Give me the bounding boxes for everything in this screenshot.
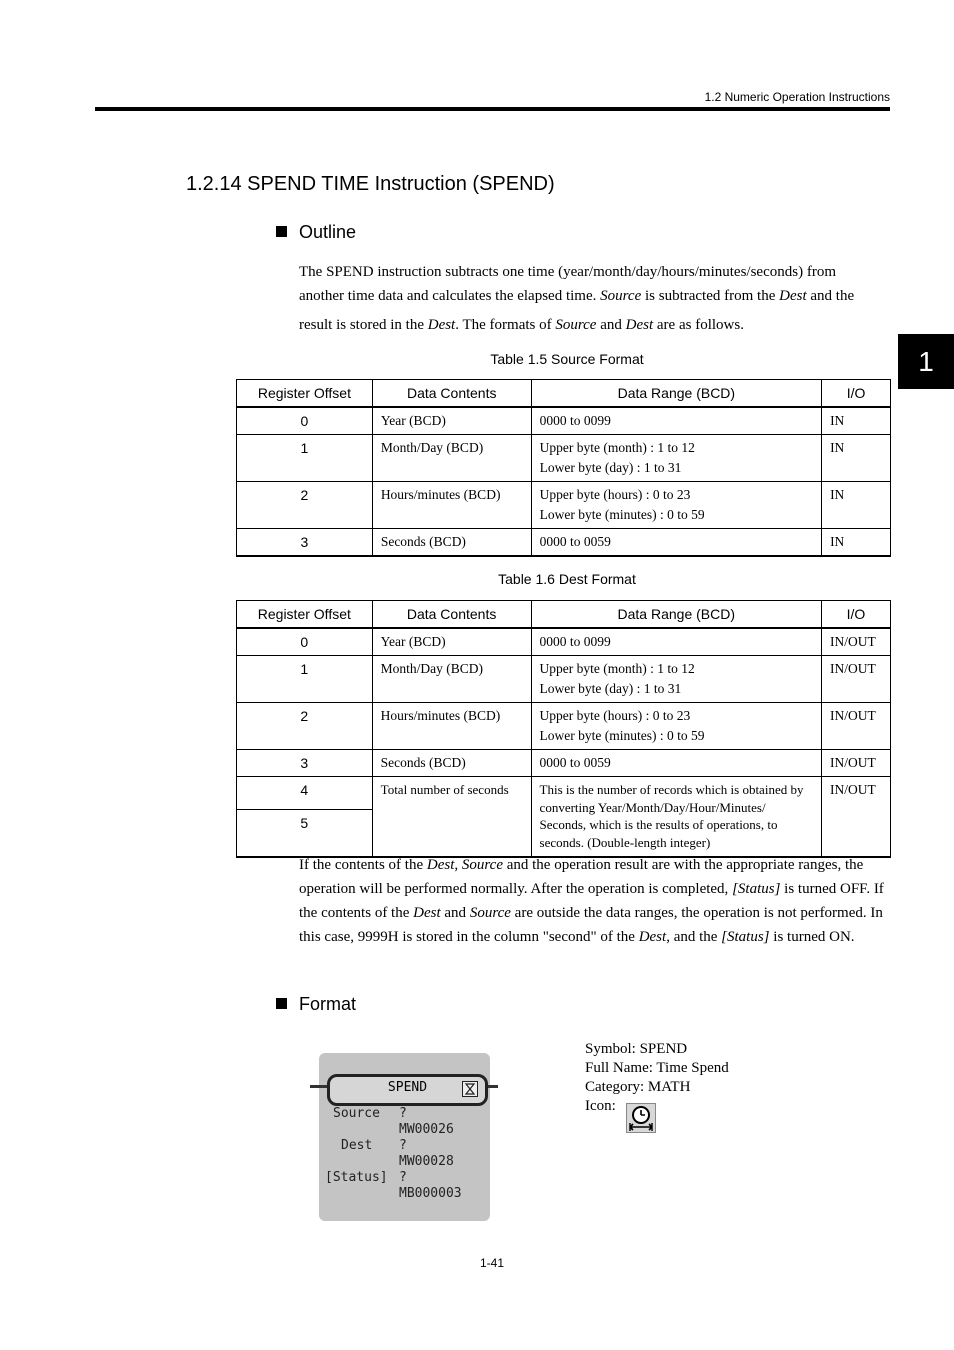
table-row: 4 Total number of seconds This is the number of records which is obtained by converting Year/Month/Day/Hour/Minutes/ Seconds, which is the results of operations, to seconds. (Double-length integer) IN/OUT [237, 777, 891, 810]
column-header: Data Contents [372, 380, 531, 408]
ladder-source-register: MW00026 [399, 1122, 454, 1137]
ladder-dest-register: MW00028 [399, 1154, 454, 1169]
icon-label: Icon: [585, 1098, 616, 1114]
table-row: 1 Month/Day (BCD) Upper byte (month) : 1 to 12 Lower byte (day) : 1 to 31 IN/OUT [237, 656, 891, 703]
source-format-table [236, 379, 891, 557]
header-rule [95, 107, 890, 111]
ladder-source-value: ? [399, 1106, 407, 1121]
column-header: Register Offset [237, 601, 373, 629]
column-header: Data Range (BCD) [531, 380, 821, 408]
ladder-status-register: MB000003 [399, 1186, 462, 1201]
ladder-title-box [327, 1074, 488, 1106]
ladder-source-label: Source [333, 1106, 380, 1121]
table-row: 0 Year (BCD) 0000 to 0099 IN/OUT [237, 628, 891, 656]
table-source-caption: Table 1.5 Source Format [490, 351, 644, 367]
category-line: Category: MATH [585, 1079, 691, 1095]
table-row: 3 Seconds (BCD) 0000 to 0059 IN/OUT [237, 750, 891, 777]
result-paragraph: If the contents of the Dest, Source and the operation result are with the appropriate ranges, the operation will be performed normally. After the operation is completed, [Status] is turned OFF. If the contents of the Dest and Source are outside the data ranges, the operation is not performed. In this case, 9999H is stored in the column "second" of the Dest, and the [Status] is turned ON. [299, 857, 884, 945]
ladder-title: SPEND [387, 1080, 428, 1095]
table-row: 2 Hours/minutes (BCD) Upper byte (hours) : 0 to 23 Lower byte (minutes) : 0 to 59 IN [237, 482, 891, 529]
table-row: 0 Year (BCD) 0000 to 0099 IN [237, 407, 891, 435]
bullet-square-icon [276, 998, 287, 1009]
page-number: 1-41 [479, 1256, 505, 1270]
table-header-row [237, 601, 891, 629]
column-header: Register Offset [237, 380, 373, 408]
chapter-tab: 1 [898, 334, 954, 389]
full-name-line: Full Name: Time Spend [585, 1060, 729, 1076]
column-header: Data Range (BCD) [531, 601, 821, 629]
clock-spend-icon [626, 1103, 656, 1133]
column-header: Data Contents [372, 601, 531, 629]
column-header: I/O [822, 380, 891, 408]
bullet-square-icon [276, 226, 287, 237]
column-header: I/O [822, 601, 891, 629]
outline-heading: Outline [276, 222, 356, 243]
table-row: 3 Seconds (BCD) 0000 to 0059 IN [237, 529, 891, 557]
table-header-row [237, 380, 891, 408]
running-header: 1.2 Numeric Operation Instructions [704, 90, 890, 104]
symbol-line: Symbol: SPEND [585, 1041, 688, 1057]
hourglass-icon [462, 1081, 478, 1097]
table-row: 1 Month/Day (BCD) Upper byte (month) : 1 to 12 Lower byte (day) : 1 to 31 IN [237, 435, 891, 482]
instruction-info [585, 1040, 729, 1116]
section-title: 1.2.14 SPEND TIME Instruction (SPEND) [186, 173, 555, 195]
table-row: 5 [237, 810, 891, 858]
outline-paragraph: The SPEND instruction subtracts one time (year/month/day/hours/minutes/seconds) from another time data and calculates the elapsed time. Source is subtracted from the Dest and the result is stored in the Dest. The formats of Source and Dest are as follows. [299, 264, 855, 333]
format-heading: Format [276, 994, 356, 1015]
dest-format-table [236, 600, 891, 858]
table-dest-caption: Table 1.6 Dest Format [498, 571, 636, 587]
ladder-dest-value: ? [399, 1138, 407, 1153]
ladder-status-value: ? [399, 1170, 407, 1185]
table-row: 2 Hours/minutes (BCD) Upper byte (hours) : 0 to 23 Lower byte (minutes) : 0 to 59 IN/OUT [237, 703, 891, 750]
ladder-status-label: [Status] [325, 1170, 388, 1185]
ladder-dest-label: Dest [341, 1138, 373, 1153]
